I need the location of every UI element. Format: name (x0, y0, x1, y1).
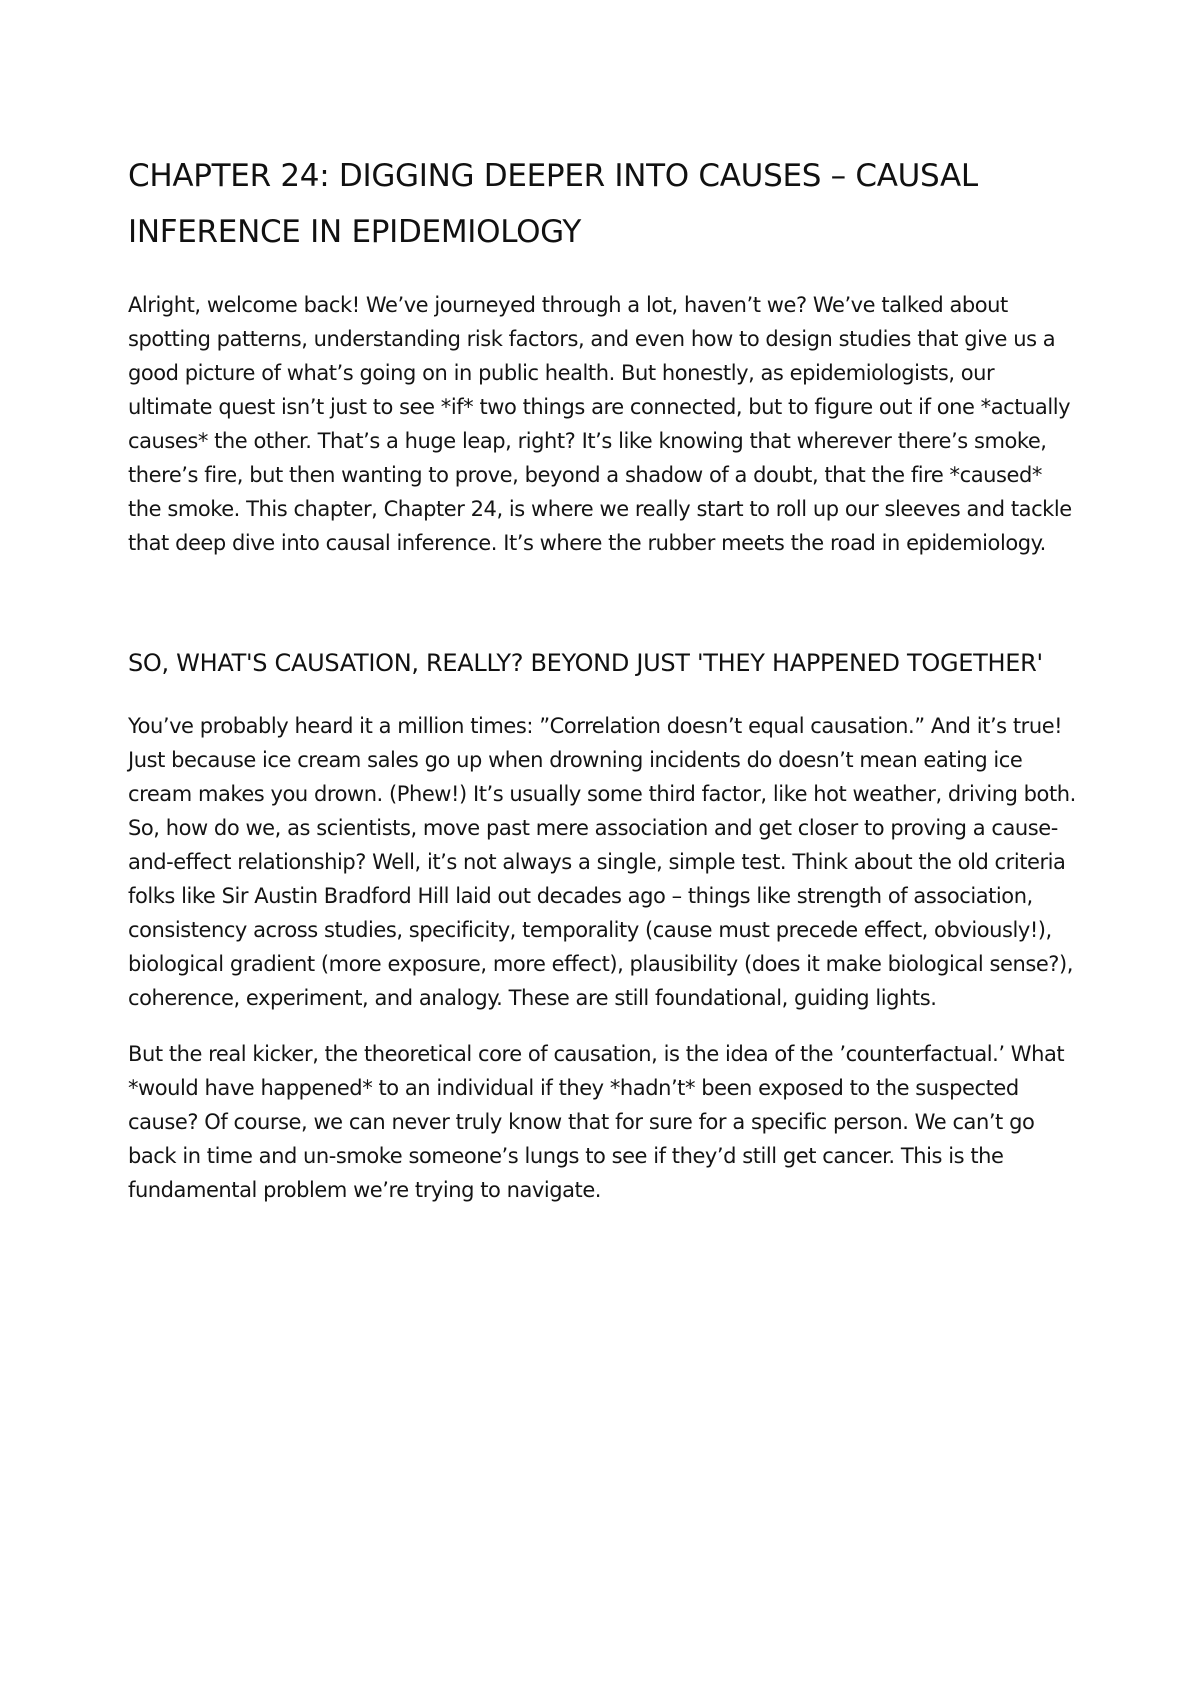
chapter-title: CHAPTER 24: DIGGING DEEPER INTO CAUSES – CAUSAL INFERENCE IN EPIDEMIOLOGY (128, 158, 978, 250)
intro-paragraph: Alright, welcome back! We’ve journeyed through a lot, haven’t we? We’ve talked about spotting patterns, understanding risk factors, and even how to design studies that give us a good picture of what’s going on in public health. But honestly, as epidemiologists, our ultimate quest isn’t just to see *if* two things are connected, but to figure out if one *actually causes* the other. That’s a huge leap, right? It’s like knowing that wherever there’s smoke, there’s fire, but then wanting to prove, beyond a shadow of a doubt, that the fire *caused* the smoke. This chapter, Chapter 24, is where we really start to roll up our sleeves and tackle that deep dive into causal inference. It’s where the rubber meets the road in epidemiology. (128, 293, 1072, 555)
section-paragraph-1: You’ve probably heard it a million times: ”Correlation doesn’t equal causation.” And it’s true! Just because ice cream sales go up when drowning incidents do doesn’t mean eating ice cream makes you drown. (Phew!) It’s usually some third factor, like hot weather, driving both. So, how do we, as scientists, move past mere association and get closer to proving a cause-and-effect relationship? Well, it’s not always a single, simple test. Think about the old criteria folks like Sir Austin Bradford Hill laid out decades ago – things like strength of association, consistency across studies, specificity, temporality (cause must precede effect, obviously!), biological gradient (more exposure, more effect), plausibility (does it make biological sense?), coherence, experiment, and analogy. These are still foundational, guiding lights. (128, 714, 1076, 1010)
section-heading: SO, WHAT'S CAUSATION, REALLY? BEYOND JUST 'THEY HAPPENED TOGETHER' (128, 649, 1043, 677)
document-page (128, 148, 1076, 1207)
section-paragraph-2: But the real kicker, the theoretical core of causation, is the idea of the ’counterfactual.’ What *would have happened* to an individual if they *hadn’t* been exposed to the suspected cause? Of course, we can never truly know that for sure for a specific person. We can’t go back in time and un-smoke someone’s lungs to see if they’d still get cancer. This is the fundamental problem we’re trying to navigate. (128, 1042, 1065, 1202)
